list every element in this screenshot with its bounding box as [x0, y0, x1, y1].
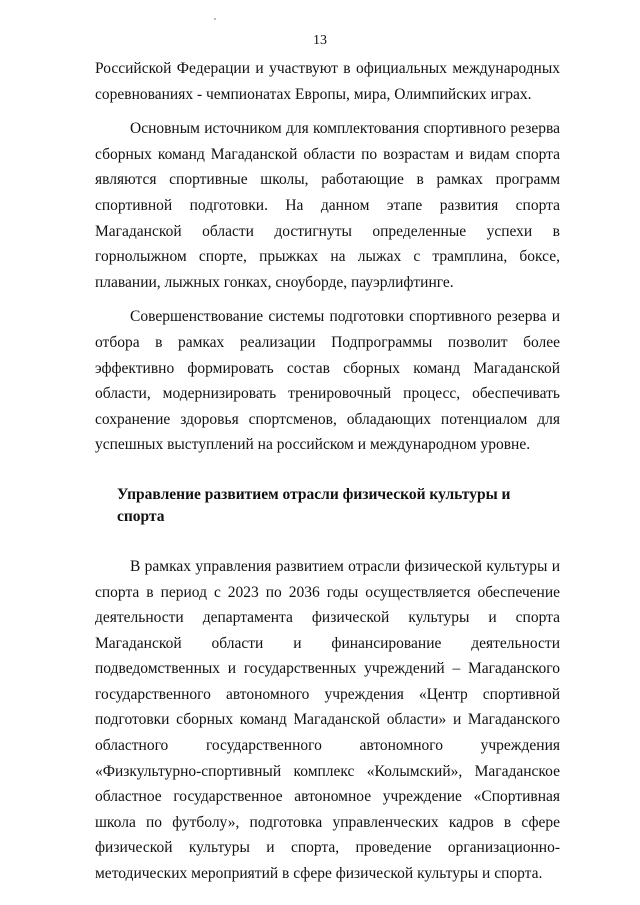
- page-content: [95, 56, 560, 887]
- paragraph-management: В рамках управления развитием отрасли физической культуры и спорта в период с 2023 по 2036 годы осуществляется обеспечение деятельности департамента физической культуры и спорта Магаданской области и финансирование деятельности подведомственных и государственных учреждений – Магаданского государственного автономного учреждения «Центр спортивной подготовки сборных команд Магаданской области» и Магаданского областного государственного автономного учреждения «Физкультурно-спортивный комплекс «Колымский», Магаданское областное государственное автономное учреждение «Спортивная школа по футболу», подготовка управленческих кадров в сфере физической культуры и спорта, проведение организационно-методических мероприятий в сфере физической культуры и спорта.: [95, 557, 560, 883]
- section-heading: Управление развитием отрасли физической культуры и спорта: [117, 485, 511, 525]
- paragraph-continuation: Российской Федерации и участвуют в официальных международных соревнованиях - чемпионатах Европы, мира, Олимпийских играх.: [95, 60, 560, 103]
- paragraph-sport-reserve-sources: Основным источником для комплектования спортивного резерва сборных команд Магаданской области по возрастам и видам спорта являются спортивные школы, работающие в рамках программ спортивной подготовки. На данном этапе развития спорта Магаданской области достигнуты определенные успехи в горнолыжном спорте, прыжках на лыжах с трамплина, боксе, плавании, лыжных гонках, сноуборде, пауэрлифтинге.: [95, 120, 560, 291]
- scan-speck: [214, 18, 216, 20]
- paragraph-reserve-improvement: Совершенствование системы подготовки спортивного резерва и отбора в рамках реализации Подпрограммы позволит более эффективно формировать состав сборных команд Магаданской области, модернизировать тренировочный процесс, обеспечивать сохранение здоровья спортсменов, обладающих потенциалом для успешных выступлений на российском и международном уровне.: [95, 308, 560, 454]
- page-number: 13: [313, 33, 327, 48]
